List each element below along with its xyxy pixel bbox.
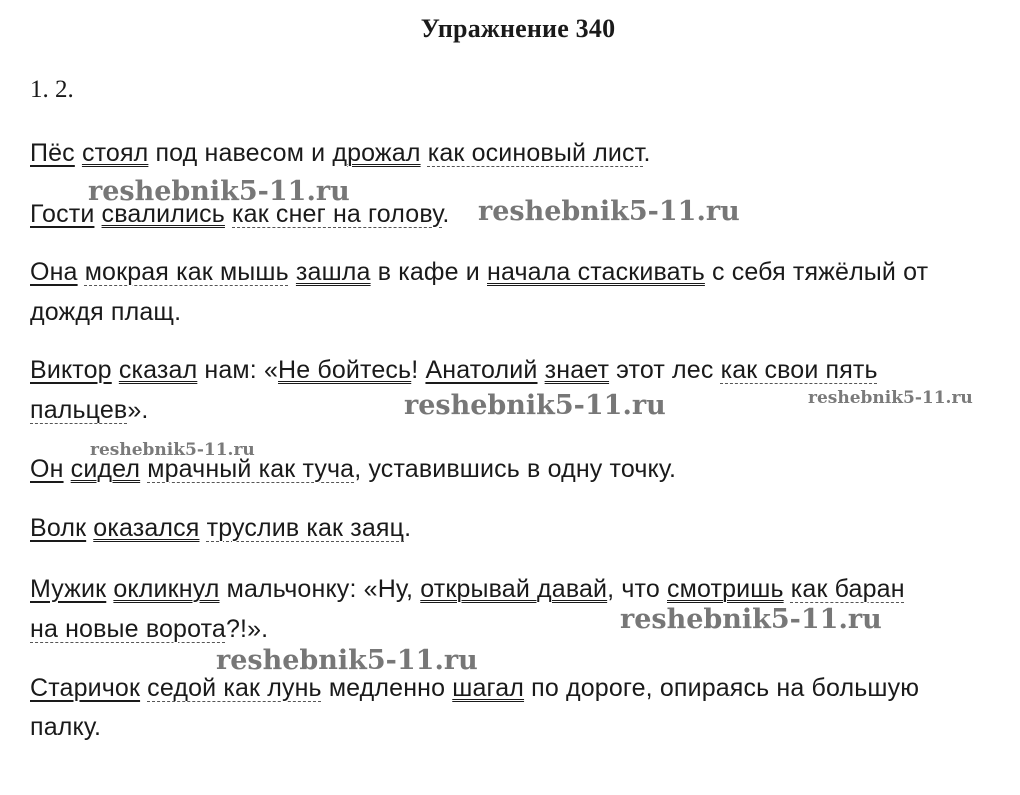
plain-text xyxy=(538,356,545,384)
sentence-line xyxy=(30,258,928,287)
plain-text xyxy=(75,139,82,167)
plain-text: с себя тяжёлый от xyxy=(704,258,929,286)
watermark: reshebnik5-11.ru xyxy=(88,176,350,207)
comparison-underlined: как осиновый лист xyxy=(427,139,644,167)
subject-underlined: Мужик xyxy=(30,575,107,603)
comparison-underlined: как снег на голову xyxy=(232,200,443,228)
predicate-underlined: сидел xyxy=(70,455,141,483)
predicate-underlined: шагал xyxy=(452,674,525,702)
comparison-underlined: пальцев xyxy=(30,396,128,424)
predicate-underlined: окликнул xyxy=(113,575,220,603)
comparison-underlined: как баран xyxy=(790,575,905,603)
predicate-underlined: Не бойтесь xyxy=(278,356,412,384)
comparison-underlined: труслив как заяц xyxy=(206,514,405,542)
plain-text: , уставившись в одну точку. xyxy=(354,455,677,483)
plain-text: дождя плащ. xyxy=(30,298,182,326)
plain-text xyxy=(199,514,206,542)
predicate-underlined: знает xyxy=(544,356,610,384)
subject-underlined: Гости xyxy=(30,200,95,228)
sentence-line xyxy=(30,615,268,644)
comparison-underlined: мокрая как мышь xyxy=(84,258,289,286)
subject-underlined: Он xyxy=(30,455,64,483)
comparison-underlined: на новые ворота xyxy=(30,615,226,643)
subject-underlined: Виктор xyxy=(30,356,112,384)
plain-text: . xyxy=(404,514,412,542)
plain-text: ! xyxy=(411,356,426,384)
predicate-underlined: начала стаскивать xyxy=(487,258,705,286)
task-numbers: 1. 2. xyxy=(30,76,74,103)
plain-text xyxy=(78,258,85,286)
watermark: reshebnik5-11.ru xyxy=(216,645,478,676)
sentence-line xyxy=(30,396,148,425)
predicate-underlined: свалились xyxy=(101,200,225,228)
sentence-line xyxy=(30,139,651,168)
plain-text: ». xyxy=(127,396,149,424)
predicate-underlined: зашла xyxy=(295,258,371,286)
sentence-line xyxy=(30,713,101,742)
plain-text xyxy=(289,258,296,286)
plain-text: под навесом и xyxy=(148,139,333,167)
predicate-underlined: открывай давай xyxy=(420,575,608,603)
comparison-underlined: как свои пять xyxy=(720,356,878,384)
subject-underlined: Старичок xyxy=(30,674,141,702)
subject-underlined: Она xyxy=(30,258,78,286)
plain-text: ?!». xyxy=(225,615,269,643)
plain-text: в кафе и xyxy=(370,258,487,286)
plain-text: . xyxy=(643,139,651,167)
exercise-title: Упражнение 340 xyxy=(420,14,616,43)
watermark: reshebnik5-11.ru xyxy=(478,196,740,227)
predicate-underlined: дрожал xyxy=(332,139,421,167)
plain-text: , что xyxy=(607,575,667,603)
watermark: reshebnik5-11.ru xyxy=(404,390,666,421)
sentence-line xyxy=(30,575,905,604)
plain-text: медленно xyxy=(321,674,453,702)
plain-text: . xyxy=(442,200,450,228)
watermark: reshebnik5-11.ru xyxy=(620,604,882,635)
predicate-underlined: смотришь xyxy=(667,575,784,603)
plain-text: этот лес xyxy=(609,356,721,384)
sentence-line xyxy=(30,298,181,327)
predicate-underlined: оказался xyxy=(93,514,200,542)
subject-underlined: Анатолий xyxy=(425,356,538,384)
plain-text: мальчонку: «Ну, xyxy=(219,575,421,603)
watermark: reshebnik5-11.ru xyxy=(90,440,255,460)
sentence-line xyxy=(30,514,411,543)
sentence-line xyxy=(30,674,919,703)
comparison-underlined: мрачный как туча xyxy=(147,455,355,483)
plain-text xyxy=(112,356,119,384)
plain-text: палку. xyxy=(30,713,102,741)
predicate-underlined: стоял xyxy=(81,139,149,167)
watermark: reshebnik5-11.ru xyxy=(808,388,973,408)
plain-text: нам: « xyxy=(197,356,279,384)
subject-underlined: Пёс xyxy=(30,139,75,167)
plain-text: по дороге, опираясь на большую xyxy=(524,674,920,702)
plain-text xyxy=(421,139,428,167)
predicate-underlined: сказал xyxy=(118,356,198,384)
subject-underlined: Волк xyxy=(30,514,87,542)
plain-text xyxy=(64,455,71,483)
plain-text xyxy=(784,575,791,603)
comparison-underlined: седой как лунь xyxy=(147,674,322,702)
sentence-line xyxy=(30,356,878,385)
